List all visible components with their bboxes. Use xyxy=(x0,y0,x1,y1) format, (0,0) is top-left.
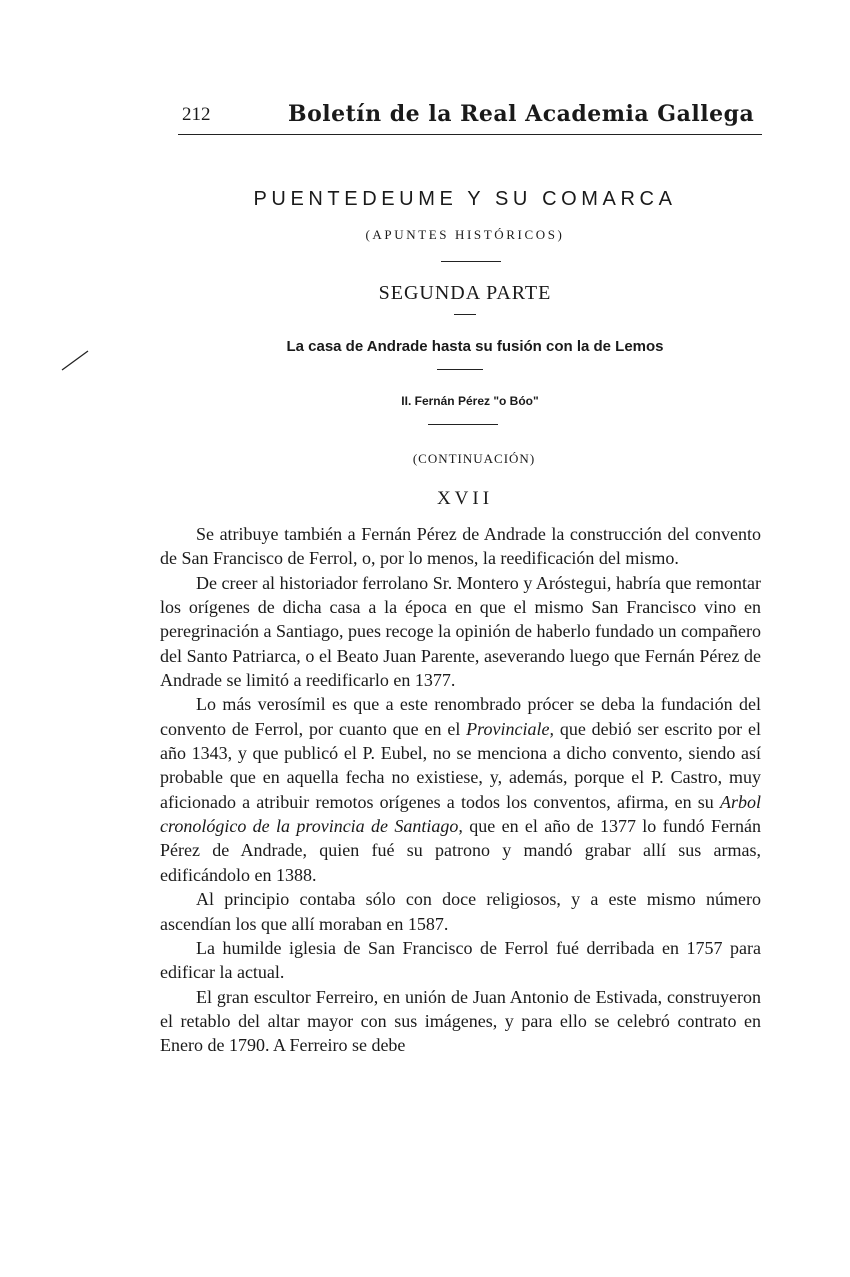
paragraph xyxy=(160,887,761,936)
divider-rule xyxy=(454,314,476,315)
italic-title: Arbol cronológico de la provincia de Santiago, xyxy=(160,791,761,837)
divider-rule xyxy=(441,261,501,262)
text-run: El gran escultor Ferreiro, en unión de Juan Antonio de Estivada, construyeron el retablo del altar mayor con sus imágenes, y para ello se celebró contrato en Enero de 1790. A Ferreiro se debe xyxy=(160,986,761,1056)
subsection-heading: II. Fernán Pérez "o Bóo" xyxy=(401,394,539,408)
article-title: PUENTEDEUME Y SU COMARCA xyxy=(253,188,677,210)
italic-title: Provinciale, xyxy=(466,718,554,739)
body-text xyxy=(160,522,761,1058)
running-title: Boletín de la Real Academia Gallega xyxy=(288,101,755,127)
divider-rule xyxy=(437,369,483,370)
paragraph xyxy=(160,936,761,985)
text-run: De creer al historiador ferrolano Sr. Montero y Aróstegui, habría que remontar los orígenes de dicha casa a la época en que el mismo San Francisco vino en peregrinación a Santiago, pues recoge la opinión de haberlo fundado un compañero del Santo Patriarca, o el Beato Juan Parente, aseverando luego que Fernán Pérez de Andrade se limitó a reedificarlo en 1377. xyxy=(160,572,761,691)
text-run: La humilde iglesia de San Francisco de Ferrol fué derribada en 1757 para edificar la actual. xyxy=(160,937,761,983)
page-header xyxy=(178,100,762,135)
text-run: Se atribuye también a Fernán Pérez de Andrade la construcción del convento de San Francisco de Ferrol, o, por lo menos, la reedificación del mismo. xyxy=(160,524,761,569)
paragraph xyxy=(160,571,761,693)
divider-rule xyxy=(428,424,498,425)
article-subtitle: (APUNTES HISTÓRICOS) xyxy=(365,227,565,242)
page-number: 212 xyxy=(182,104,211,125)
text-run: que debió ser escrito por el año 1343, y que publicó el P. Eubel, no se menciona a dicho convento, siendo así probable que en aquella fecha no existiese, y, además, porque el P. Castro, muy aficionado a atribuir remotos orígenes a todos los conventos, afirma, en su xyxy=(160,718,761,812)
text-run: que en el año de 1377 lo fundó Fernán Pérez de Andrade, quien fué su patrono y mandó grabar allí sus armas, edificándolo en 1388. xyxy=(160,816,761,885)
chapter-number: XVII xyxy=(436,488,494,509)
text-run: Al principio contaba sólo con doce religiosos, y a este mismo número ascendían los que allí moraban en 1587. xyxy=(160,889,761,934)
part-heading: SEGUNDA PARTE xyxy=(378,282,552,304)
section-heading: La casa de Andrade hasta su fusión con la de Lemos xyxy=(286,338,664,355)
continuation-note: (CONTINUACIÓN) xyxy=(412,451,536,466)
text-run: Lo más verosímil es que a este renombrado prócer se deba la fundación del convento de Ferrol, por cuanto que en el xyxy=(160,694,761,739)
paragraph xyxy=(160,522,761,571)
margin-pencil-mark xyxy=(60,348,90,372)
paragraph xyxy=(160,692,761,887)
paragraph xyxy=(160,985,761,1058)
